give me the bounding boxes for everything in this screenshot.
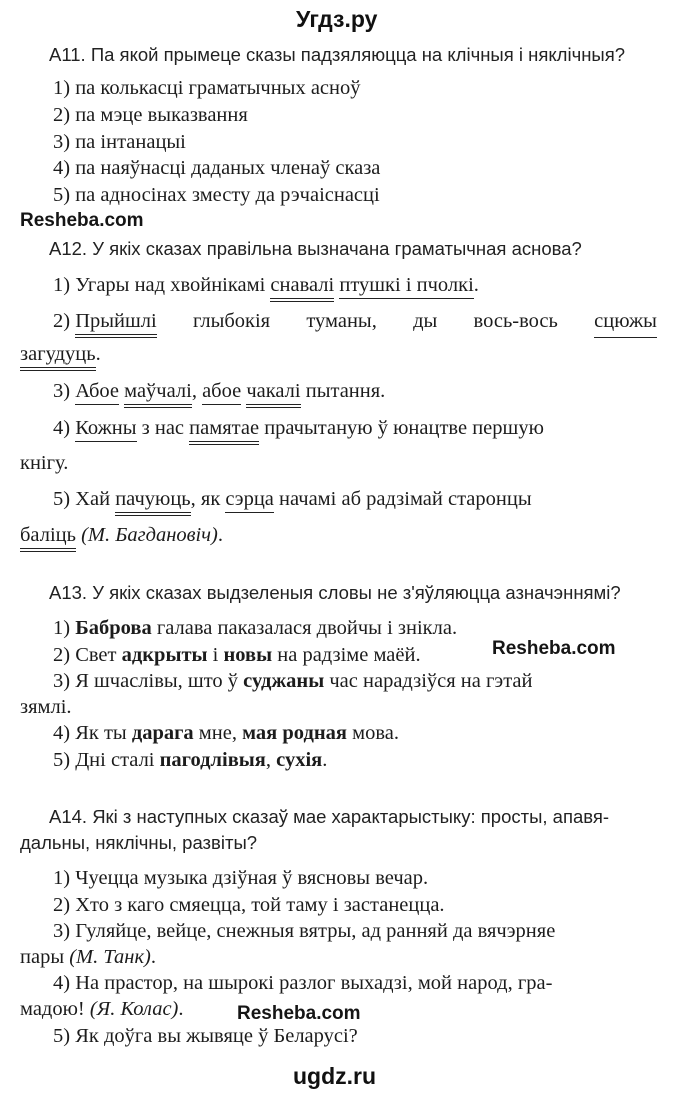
punctuation: .: [322, 749, 328, 771]
subject: птушкі і пчолкі: [339, 274, 473, 299]
plain-text: час нарадзіўся на гэтай: [329, 670, 533, 692]
a11-option-2: 2) па мэце выказвання: [53, 104, 248, 126]
plain-text: ды: [413, 310, 438, 332]
subject: Кожны: [75, 417, 136, 442]
a11-option-5: 5) па адносінах зместу да рэчаіснасці: [53, 184, 380, 206]
author-attribution: (М. Багдановіч): [81, 524, 218, 546]
option-number: 4): [53, 417, 71, 439]
punctuation: .: [473, 274, 479, 296]
question-a11: А11. Па якой прымеце сказы падзяляюцца на клічныя і няклічныя?: [49, 44, 626, 65]
plain-text: мадою!: [20, 998, 85, 1020]
option-number: 5): [53, 749, 71, 771]
predicate: памятае: [189, 417, 259, 445]
option-number: 1): [53, 617, 71, 639]
plain-text: вось-вось: [473, 310, 558, 332]
highlighted-word: пагодлівыя: [159, 749, 266, 771]
punctuation: ,: [265, 749, 272, 771]
plain-text: на радзіме маёй.: [277, 644, 421, 666]
option-number: 5): [53, 488, 71, 510]
predicate: снавалі: [270, 274, 334, 302]
highlighted-word: мая родная: [242, 722, 347, 744]
a12-option-4-line-1: [53, 417, 544, 445]
plain-text: туманы,: [306, 310, 377, 332]
plain-text: пары: [20, 946, 65, 968]
author-attribution: (М. Танк): [69, 946, 151, 968]
plain-text: і: [212, 644, 219, 666]
a14-option-3-line-1: 3) Гуляйце, вейце, снежныя вятры, ад ранняй да вячэрняе: [53, 920, 556, 942]
highlighted-word: дарага: [131, 722, 194, 744]
a13-option-3-line-2: зямлі.: [20, 696, 72, 718]
predicate: пачуюць: [115, 488, 190, 516]
plain-text: Я шчаслівы, што ў: [75, 670, 239, 692]
highlighted-word: сухія: [276, 749, 323, 771]
punctuation: .: [150, 946, 156, 968]
option-number: 1): [53, 274, 71, 296]
a11-option-4: 4) па наяўнасці даданых членаў сказа: [53, 157, 381, 179]
subject: сэрца: [225, 488, 273, 513]
a13-option-4: [53, 722, 399, 745]
predicate: загудуць: [20, 343, 96, 371]
option-number: 3): [53, 380, 71, 402]
subject: Абое: [75, 380, 119, 405]
punctuation: .: [95, 343, 101, 365]
a12-option-3: [53, 380, 385, 408]
plain-text: прачытаную ў юнацтве першую: [264, 417, 544, 439]
option-number: 2): [53, 644, 71, 666]
highlighted-word: суджаны: [243, 670, 325, 692]
a14-option-1: 1) Чуецца музыка дзіўная ў вясновы вечар.: [53, 867, 429, 889]
punctuation: .: [217, 524, 223, 546]
plain-text: , як: [190, 488, 221, 510]
plain-text: Свет: [75, 644, 117, 666]
plain-text: мова.: [352, 722, 399, 744]
a12-option-5-line-2: [20, 524, 223, 552]
plain-text: мне,: [198, 722, 237, 744]
a12-option-4-line-2: кнігу.: [20, 452, 69, 474]
plain-text: глыбокія: [192, 310, 271, 332]
plain-text: Хай: [75, 488, 111, 510]
plain-text: начамі аб радзімай старонцы: [279, 488, 532, 510]
predicate: чакалі: [246, 380, 300, 408]
plain-text: з нас: [141, 417, 185, 439]
highlighted-word: адкрыты: [121, 644, 208, 666]
option-number: 2): [53, 310, 71, 332]
site-footer-title: ugdz.ru: [293, 1063, 377, 1089]
a12-option-5-line-1: [53, 488, 532, 516]
plain-text: галава паказалася двойчы і знікла.: [156, 617, 458, 639]
subject: сцюжы: [594, 310, 657, 338]
plain-text: Угары над хвойнікамі: [75, 274, 266, 296]
a14-option-3-line-2: [20, 946, 156, 969]
a14-option-4-line-2: [20, 998, 184, 1021]
subject: абое: [202, 380, 241, 405]
a12-option-1: [53, 274, 479, 302]
predicate: баліць: [20, 524, 76, 552]
option-number: 3): [53, 670, 71, 692]
option-number: 4): [53, 722, 71, 744]
highlighted-word: новы: [223, 644, 273, 666]
a13-option-2: [53, 644, 421, 667]
watermark-1: Resheba.com: [20, 210, 144, 231]
question-a14-line-1: А14. Які з наступных сказаў мае характарыстыку: просты, апавя-: [49, 806, 610, 827]
author-attribution: (Я. Колас): [89, 998, 179, 1020]
a12-option-2-line-2: [20, 343, 101, 371]
a13-option-3-line-1: [53, 670, 532, 693]
plain-text: пытання.: [305, 380, 386, 402]
predicate: Прыйшлі: [75, 310, 157, 338]
a13-option-5: [53, 749, 327, 772]
watermark-3: Resheba.com: [237, 1003, 361, 1024]
a14-option-2: 2) Хто з каго смяецца, той таму і застанецца.: [53, 894, 445, 916]
a14-option-4-line-1: 4) На прастор, на шырокі разлог выхадзі, мой народ, гра-: [53, 972, 553, 994]
plain-text: Дні сталі: [75, 749, 155, 771]
a11-option-3: 3) па інтанацыі: [53, 131, 186, 153]
highlighted-word: Баброва: [75, 617, 152, 639]
punctuation: .: [178, 998, 184, 1020]
question-a13: А13. У якіх сказах выдзеленыя словы не з'яўляюцца азначэннямі?: [49, 582, 621, 603]
a13-option-1: [53, 617, 457, 640]
question-a14-line-2: дальны, няклічны, развіты?: [20, 832, 258, 853]
a12-option-2-line-1: [53, 310, 657, 338]
site-header-title: Угдз.ру: [296, 6, 378, 32]
predicate: маўчалі: [124, 380, 192, 408]
a14-option-5: 5) Як доўга вы жывяце ў Беларусі?: [53, 1025, 358, 1047]
plain-text: Як ты: [75, 722, 127, 744]
punctuation: ,: [191, 380, 197, 402]
watermark-2: Resheba.com: [492, 638, 616, 659]
a11-option-1: 1) па колькасці граматычных асноў: [53, 77, 361, 99]
question-a12: А12. У якіх сказах правільна вызначана граматычная аснова?: [49, 238, 582, 259]
prefix-group: [53, 310, 157, 338]
